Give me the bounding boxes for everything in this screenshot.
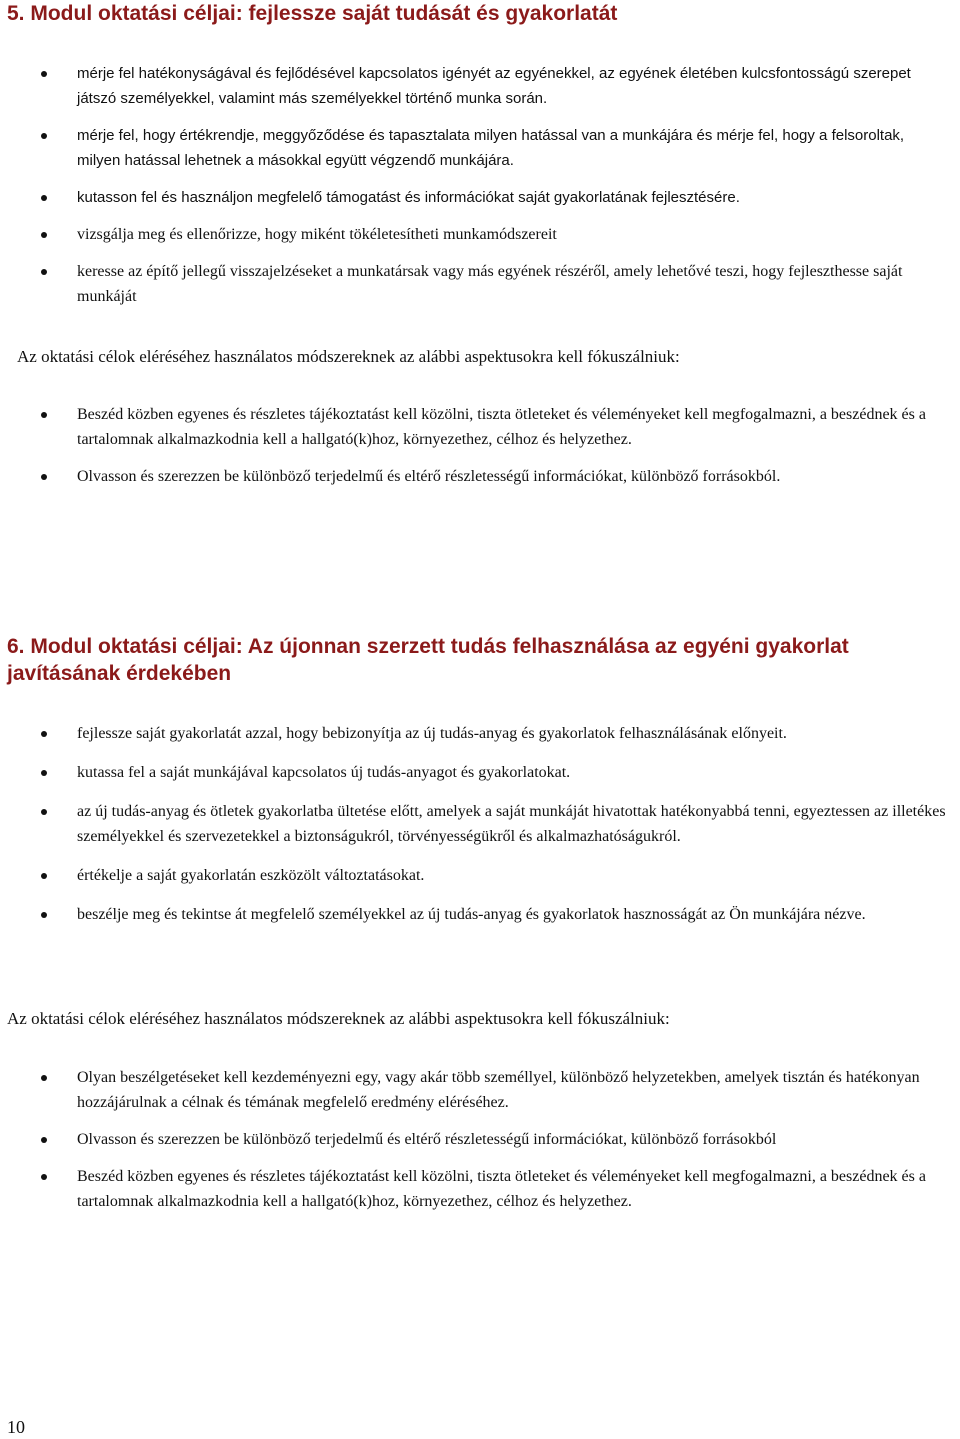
section-6-bullet-list bbox=[0, 721, 958, 927]
section-5-methods-intro: Az oktatási célok eléréséhez használatos módszereknek az alábbi aspektusokra kell fókuszálniuk: bbox=[17, 347, 680, 366]
list-item: az új tudás-anyag és ötletek gyakorlatba ültetése előtt, amelyek a saját munkáját hivatottak hatékonyabbá tenni, egyeztessen az illetékes személyekkel és szervezetekkel a biztonságukról, törvényességükről és alkalmazhatóságukról. bbox=[0, 799, 958, 849]
page-number: 10 bbox=[7, 1417, 25, 1437]
list-item: vizsgálja meg és ellenőrizze, hogy miként tökéletesítheti munkamódszereit bbox=[0, 222, 950, 247]
list-item: Beszéd közben egyenes és részletes tájékoztatást kell közölni, tiszta ötleteket és véleményeket kell megfogalmazni, a beszédnek és a tartalomnak alkalmazkodnia kell a hallgató(k)hoz, környezethez, célhoz és helyzethez. bbox=[0, 402, 955, 452]
list-item: keresse az építő jellegű visszajelzéseket a munkatársak vagy más egyének részéről, amely lehetővé teszi, hogy fejleszthesse saját munkáját bbox=[0, 259, 950, 309]
list-item: Olyan beszélgetéseket kell kezdeményezni egy, vagy akár több személlyel, különböző helyzetekben, amelyek tisztán és hatékonyan hozzájárulnak a célnak és témának megfelelő eredmény eléréséhez. bbox=[0, 1065, 955, 1115]
section-6-methods-list bbox=[0, 1065, 955, 1214]
list-item: kutasson fel és használjon megfelelő támogatást és információkat saját gyakorlatának fejlesztésére. bbox=[0, 185, 950, 210]
section-5-title: 5. Modul oktatási céljai: fejlessze saját tudását és gyakorlatát bbox=[7, 2, 618, 25]
list-item: Olvasson és szerezzen be különböző terjedelmű és eltérő részletességű információkat, különböző forrásokból. bbox=[0, 464, 955, 489]
section-5-methods-list bbox=[0, 402, 955, 489]
list-item: Olvasson és szerezzen be különböző terjedelmű és eltérő részletességű információkat, különböző forrásokból bbox=[0, 1127, 955, 1152]
section-6-methods-intro: Az oktatási célok eléréséhez használatos módszereknek az alábbi aspektusokra kell fókuszálniuk: bbox=[7, 1009, 670, 1028]
list-item: Beszéd közben egyenes és részletes tájékoztatást kell közölni, tiszta ötleteket és véleményeket kell megfogalmazni, a beszédnek és a tartalomnak alkalmazkodnia kell a hallgató(k)hoz, környezethez, célhoz és helyzethez. bbox=[0, 1164, 955, 1214]
list-item: beszélje meg és tekintse át megfelelő személyekkel az új tudás-anyag és gyakorlatok hasznosságát az Ön munkájára nézve. bbox=[0, 902, 958, 927]
list-item: fejlessze saját gyakorlatát azzal, hogy bebizonyítja az új tudás-anyag és gyakorlatok felhasználásának előnyeit. bbox=[0, 721, 958, 746]
section-6-title: 6. Modul oktatási céljai: Az újonnan szerzett tudás felhasználása az egyéni gyakorlat javításának érdekében bbox=[7, 635, 849, 685]
list-item: értékelje a saját gyakorlatán eszközölt változtatásokat. bbox=[0, 863, 958, 888]
list-item: mérje fel, hogy értékrendje, meggyőződése és tapasztalata milyen hatással van a munkájára és mérje fel, hogy a felsoroltak, milyen hatással lehetnek a másokkal együtt végzendő munkájára. bbox=[0, 123, 950, 173]
list-item: mérje fel hatékonyságával és fejlődésével kapcsolatos igényét az egyénekkel, az egyének életében kulcsfontosságú szerepet játszó személyekkel, valamint más személyekkel történő munka során. bbox=[0, 61, 950, 111]
section-5-bullet-list bbox=[0, 61, 950, 309]
list-item: kutassa fel a saját munkájával kapcsolatos új tudás-anyagot és gyakorlatokat. bbox=[0, 760, 958, 785]
